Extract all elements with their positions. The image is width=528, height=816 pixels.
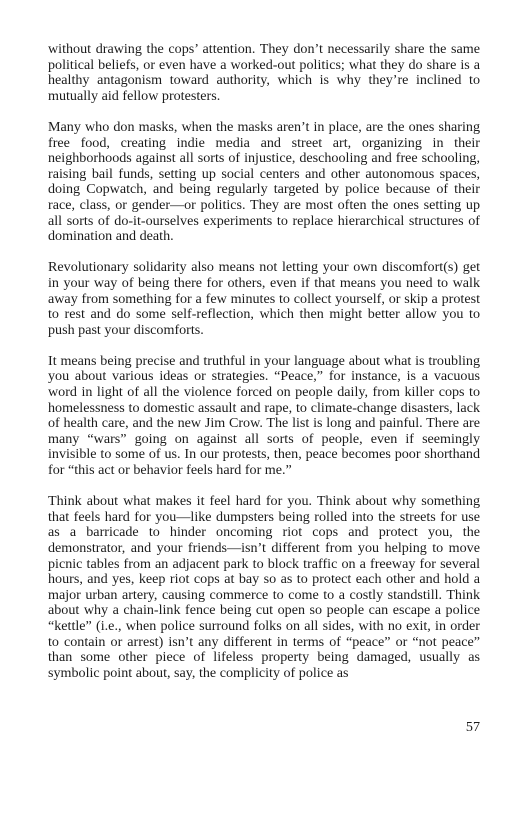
paragraph-1: without drawing the cops’ attention. They don’t necessarily share the same political beliefs, or even have a worked-out politics; what they do share is a healthy antagonism toward authority, which is why they’re inclined to mutually aid fellow protesters. — [48, 41, 480, 104]
paragraph-3: Revolutionary solidarity also means not letting your own discomfort(s) get in your way of being there for others, even if that means you need to walk away from something for a few minutes to collect yourself, or skip a protest to rest and do some self-reflection, which then might better allow you to push past your discomforts. — [48, 259, 480, 338]
body-text — [48, 42, 480, 681]
paragraph-5: Think about what makes it feel hard for you. Think about why something that feels hard for you—like dumpsters being rolled into the streets for use as a barricade to hinder oncoming riot cops and protect you, the demonstrator, and your friends—isn’t different from you helping to move picnic tables from an adjacent park to block traffic on a freeway for several hours, and yes, keep riot cops at bay so as to protect each other and hold a major urban artery, causing commerce to come to a costly standstill. Think about why a chain-link fence being cut open so people can escape a police “kettle” (i.e., when police surround folks on all sides, with no exit, in order to contain or arrest) isn’t any different in terms of “peace” or “not peace” than some other piece of lifeless property being damaged, usually as symbolic point about, say, the complicity of police as — [48, 493, 480, 681]
page-number: 57 — [465, 719, 480, 735]
paragraph-4: It means being precise and truthful in your language about what is troubling you about various ideas or strategies. “Peace,” for instance, is a vacuous word in light of all the violence forced on people daily, from killer cops to homelessness to domestic assault and rape, to climate-change disasters, lack of health care, and the new Jim Crow. The list is long and painful. There are many “wars” going on against all sorts of people, even if seemingly invisible to some of us. In our protests, then, peace becomes poor shorthand for “this act or behavior feels hard for me.” — [48, 352, 480, 479]
paragraph-2: Many who don masks, when the masks aren’t in place, are the ones sharing free food, creating indie media and street art, organizing in their neighborhoods against all sorts of injustice, deschooling and free schooling, raising bail funds, setting up social centers and other autonomous spaces, doing Copwatch, and being regularly targeted by police because of their race, class, or gender—or politics. They are most often the ones setting up all sorts of do-it-ourselves experiments to replace hierarchical structures of domination and death. — [48, 118, 480, 245]
